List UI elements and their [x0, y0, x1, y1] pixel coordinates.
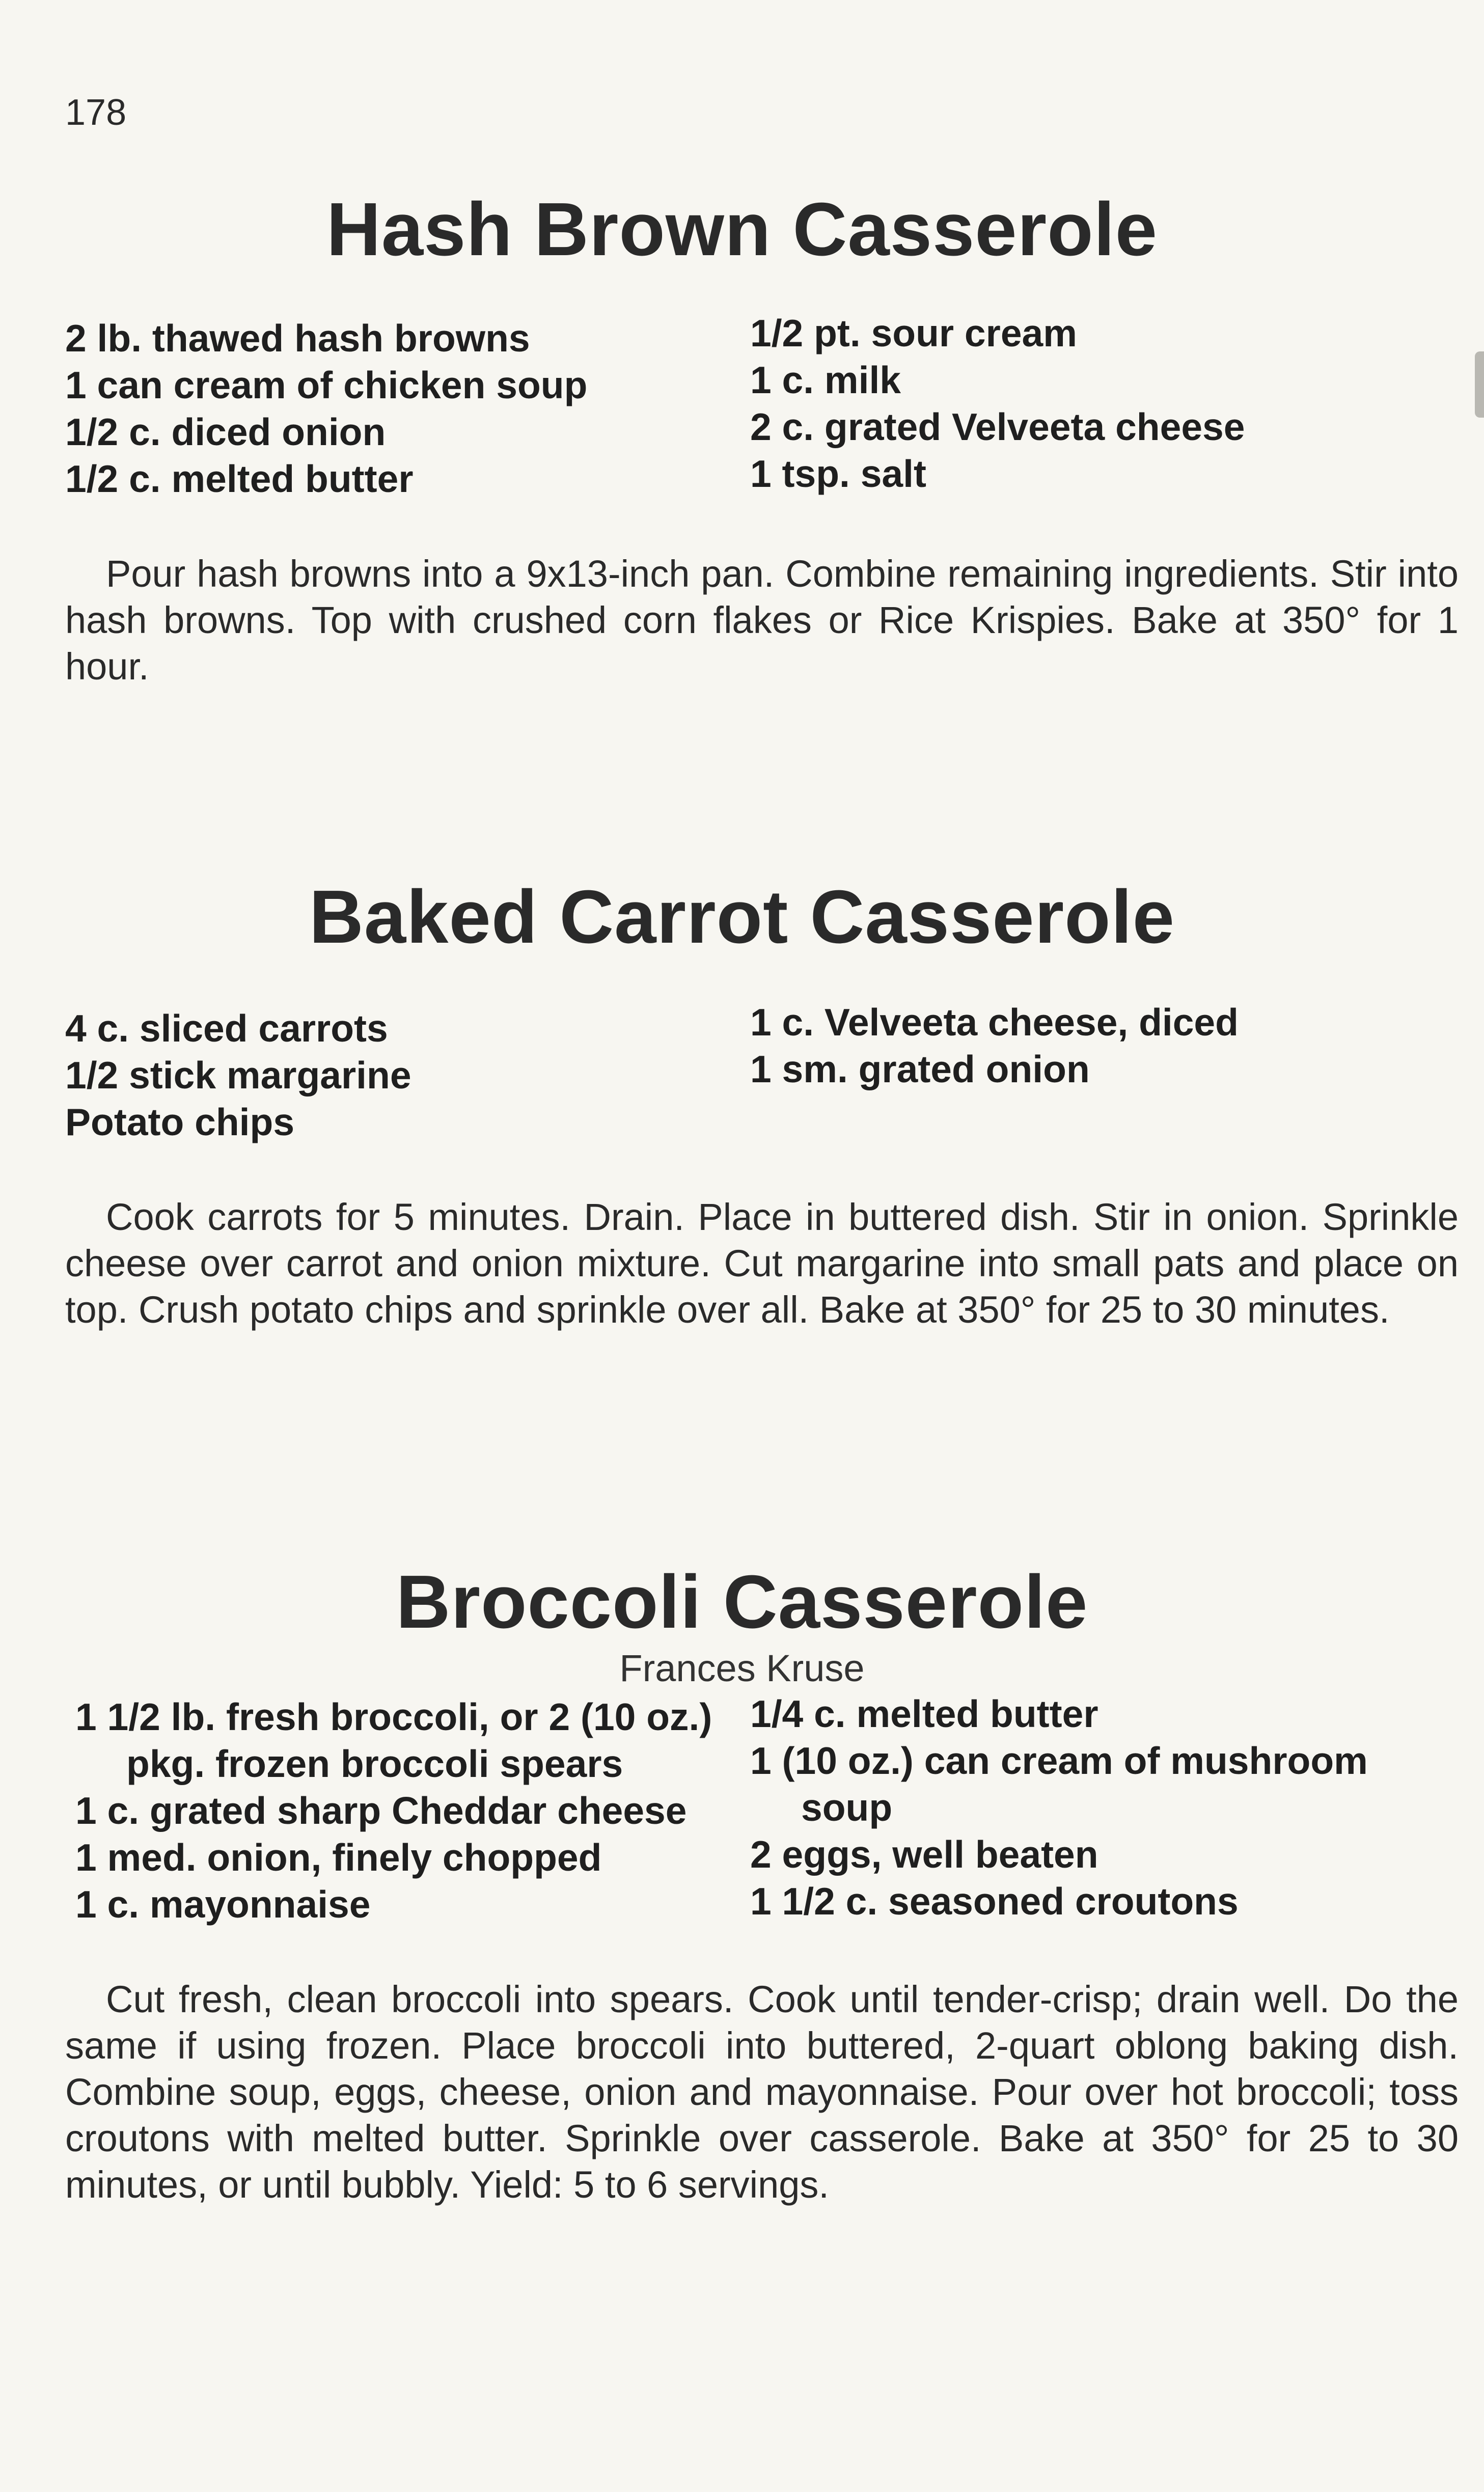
ingredient-item: 2 eggs, well beaten	[750, 1832, 1098, 1876]
ingredients-column-left	[65, 315, 750, 502]
ingredient-item: 1/2 c. melted butter	[65, 457, 414, 500]
ingredients-column-left	[65, 1693, 760, 1928]
ingredient-item: 1 tsp. salt	[750, 452, 926, 495]
ingredients-column-right	[750, 999, 1427, 1145]
page-number: 178	[65, 92, 127, 133]
scan-edge-mark	[1475, 351, 1484, 418]
recipe-title: Hash Brown Casserole	[326, 187, 1158, 271]
ingredients-column-right	[750, 310, 1427, 502]
ingredient-item: 1 c. grated sharp Cheddar cheese	[75, 1789, 687, 1832]
ingredients-column-right	[750, 1690, 1427, 1928]
ingredient-item: 1 c. milk	[750, 358, 901, 401]
recipe-title: Broccoli Casserole	[396, 1560, 1088, 1644]
ingredient-item: 1 (10 oz.) can cream of mushroom soup	[750, 1739, 1368, 1829]
ingredient-item: 1/2 stick margarine	[65, 1053, 411, 1097]
recipe-broccoli-casserole	[0, 1561, 1484, 2208]
ingredient-item: 1 1/2 lb. fresh broccoli, or 2 (10 oz.) pkg. frozen broccoli spears	[75, 1695, 712, 1785]
ingredient-item: 2 lb. thawed hash browns	[65, 316, 530, 360]
ingredients-list	[0, 1000, 1484, 1145]
ingredient-item: 1 sm. grated onion	[750, 1047, 1090, 1090]
recipe-baked-carrot-casserole	[0, 876, 1484, 1333]
recipe-directions: Cook carrots for 5 minutes. Drain. Place in buttered dish. Stir in onion. Sprinkle cheese over carrot and onion mixture. Cut margarine into small pats and place on top. Crush potato chips and sprinkle over all. Bake at 350° for 25 to 30 minutes.	[65, 1195, 1459, 1331]
recipe-author: Frances Kruse	[619, 1647, 865, 1689]
ingredient-item: 1/2 c. diced onion	[65, 410, 386, 453]
recipe-directions: Cut fresh, clean broccoli into spears. Cook until tender-crisp; drain well. Do the same if using frozen. Place broccoli into buttered, 2-quart oblong baking dish. Combine soup, eggs, cheese, onion and mayonnaise. Pour over hot broccoli; toss croutons with melted butter. Sprinkle over casserole. Bake at 350° for 25 to 30 minutes, or until bubbly. Yield: 5 to 6 servings.	[65, 1978, 1459, 2206]
recipe-directions: Pour hash browns into a 9x13-inch pan. Combine remaining ingredients. Stir into hash browns. Top with crushed corn flakes or Rice Krispies. Bake at 350° for 1 hour.	[65, 552, 1459, 688]
ingredient-item: 4 c. sliced carrots	[65, 1006, 388, 1050]
ingredient-item: 2 c. grated Velveeta cheese	[750, 405, 1245, 448]
ingredient-item: Potato chips	[65, 1100, 295, 1143]
ingredient-item: 1 c. mayonnaise	[75, 1882, 371, 1926]
recipe-hash-brown-casserole	[0, 188, 1484, 690]
ingredients-column-left	[65, 1005, 750, 1145]
ingredient-item: 1/4 c. melted butter	[750, 1692, 1098, 1735]
ingredients-list	[0, 1693, 1484, 1928]
ingredient-item: 1/2 pt. sour cream	[750, 311, 1077, 354]
ingredient-item: 1 c. Velveeta cheese, diced	[750, 1000, 1239, 1044]
ingredient-item: 1 1/2 c. seasoned croutons	[750, 1879, 1239, 1923]
ingredient-item: 1 med. onion, finely chopped	[75, 1836, 602, 1879]
recipe-title: Baked Carrot Casserole	[309, 875, 1175, 959]
ingredients-list	[0, 311, 1484, 502]
ingredient-item: 1 can cream of chicken soup	[65, 363, 588, 406]
